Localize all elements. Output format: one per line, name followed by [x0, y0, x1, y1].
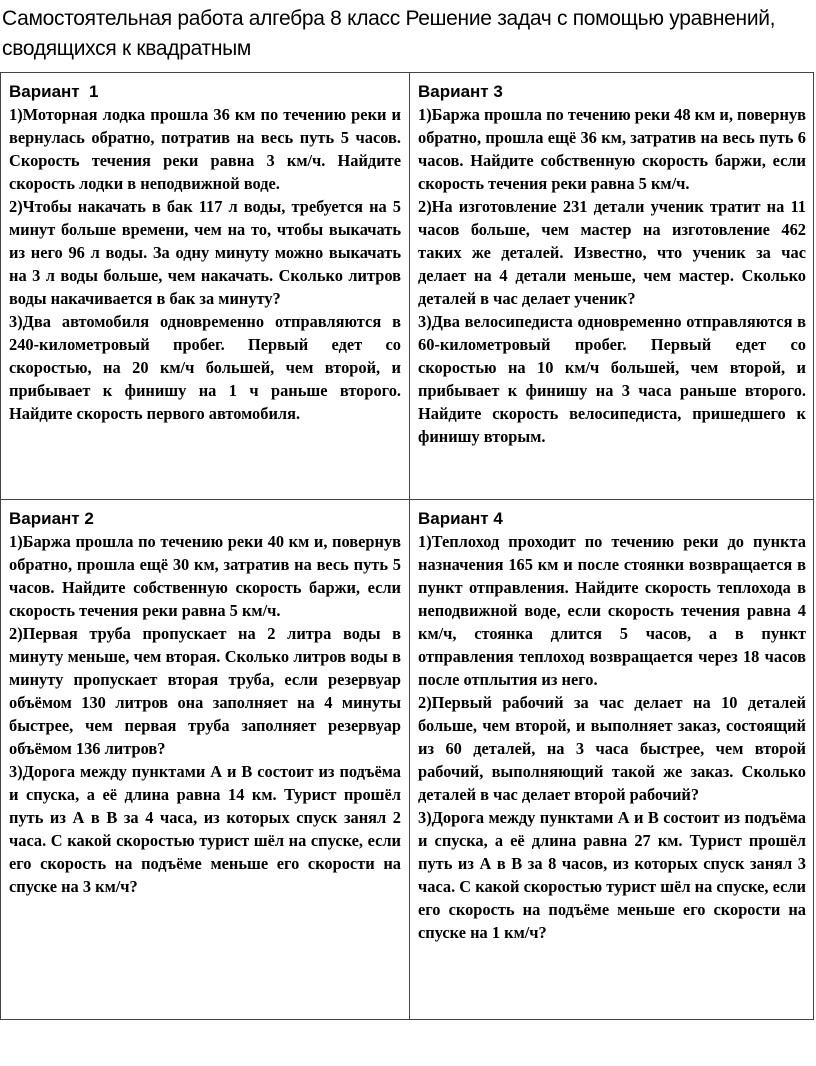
- variant-3-cell: [410, 73, 814, 499]
- task-1: 1)Теплоход проходит по течению реки до пункта назначения 165 км и после стоянки возвращается в пункт отправления. Найдите скорость теплохода в неподвижной воде, если скорость течения равна 4 км/ч, стоянка длится 5 часов, а в пункт отправления теплоход возвращается через 18 часов после отплытия из него.: [418, 532, 806, 689]
- variant-title: Вариант 4: [418, 509, 503, 528]
- task-2: 2)Чтобы накачать в бак 117 л воды, требуется на 5 минут больше времени, чем на то, чтобы выкачать из него 96 л воды. За одну минуту можно выкачать на 3 л воды больше, чем накачать. Сколько литров воды накачивается в бак за минуту?: [9, 197, 401, 308]
- variant-title: Вариант 1: [9, 82, 99, 101]
- task-3: 3)Два автомобиля одновременно отправляются в 240-километровый пробег. Первый едет со скоростью, на 20 км/ч большей, чем второй, и прибывает к финишу на 1 ч раньше второго. Найдите скорость первого автомобиля.: [9, 312, 401, 423]
- variant-title: Вариант 3: [418, 82, 503, 101]
- task-3: 3)Два велосипедиста одновременно отправляются в 60-километровый пробег. Первый едет со скоростью на 10 км/ч большей, чем второй, и прибывает к финишу на 3 часа раньше второго. Найдите скорость велосипедиста, пришедшего к финишу вторым.: [418, 312, 806, 446]
- task-1: 1)Баржа прошла по течению реки 48 км и, повернув обратно, прошла ещё 36 км, затратив на весь путь 6 часов. Найдите собственную скорость баржи, если скорость течения реки равна 5 км/ч.: [418, 105, 806, 193]
- variants-table: [0, 72, 814, 1020]
- task-2: 2)Первый рабочий за час делает на 10 деталей больше, чем второй, и выполняет заказ, состоящий из 60 деталей, на 3 часа быстрее, чем второй рабочий, выполняющий такой же заказ. Сколько деталей в час делает второй рабочий?: [418, 693, 806, 804]
- task-2: 2)На изготовление 231 детали ученик тратит на 11 часов больше, чем мастер на изготовление 462 таких же деталей. Известно, что ученик за час делает на 4 детали меньше, чем мастер. Сколько деталей в час делает ученик?: [418, 197, 806, 308]
- variant-4-cell: [410, 500, 814, 1020]
- task-2: 2)Первая труба пропускает на 2 литра воды в минуту меньше, чем вторая. Сколько литров воды в минуту пропускает вторая труба, если резервуар объёмом 130 литров она заполняет на 4 минуты быстрее, чем первая труба заполняет резервуар объёмом 136 литров?: [9, 624, 401, 758]
- task-3: 3)Дорога между пунктами А и В состоит из подъёма и спуска, а её длина равна 14 км. Турист прошёл путь из А в В за 4 часа, из которых спуск занял 2 часа. С какой скоростью турист шёл на спуске, если его скорость на подъёме меньше его скорости на спуске на 3 км/ч?: [9, 762, 401, 896]
- task-1: 1)Баржа прошла по течению реки 40 км и, повернув обратно, прошла ещё 30 км, затратив на весь путь 5 часов. Найдите собственную скорость баржи, если скорость течения реки равна 5 км/ч.: [9, 532, 401, 620]
- page-title: Самостоятельная работа алгебра 8 класс Решение задач с помощью уравнений, сводящихся к квадратным: [2, 7, 776, 60]
- task-3: 3)Дорога между пунктами А и В состоит из подъёма и спуска, а её длина равна 27 км. Турист прошёл путь из А в В за 8 часов, из которых спуск занял 3 часа. С какой скоростью турист шёл на спуске, если его скорость на подъёме меньше его скорости на спуске на 1 км/ч?: [418, 808, 806, 942]
- variant-2-cell: [1, 500, 409, 1020]
- variant-title: Вариант 2: [9, 509, 94, 528]
- task-1: 1)Моторная лодка прошла 36 км по течению реки и вернулась обратно, потратив на весь путь 5 часов. Скорость течения реки равна 3 км/ч. Найдите скорость лодки в неподвижной воде.: [9, 105, 401, 193]
- variant-1-cell: [1, 73, 409, 499]
